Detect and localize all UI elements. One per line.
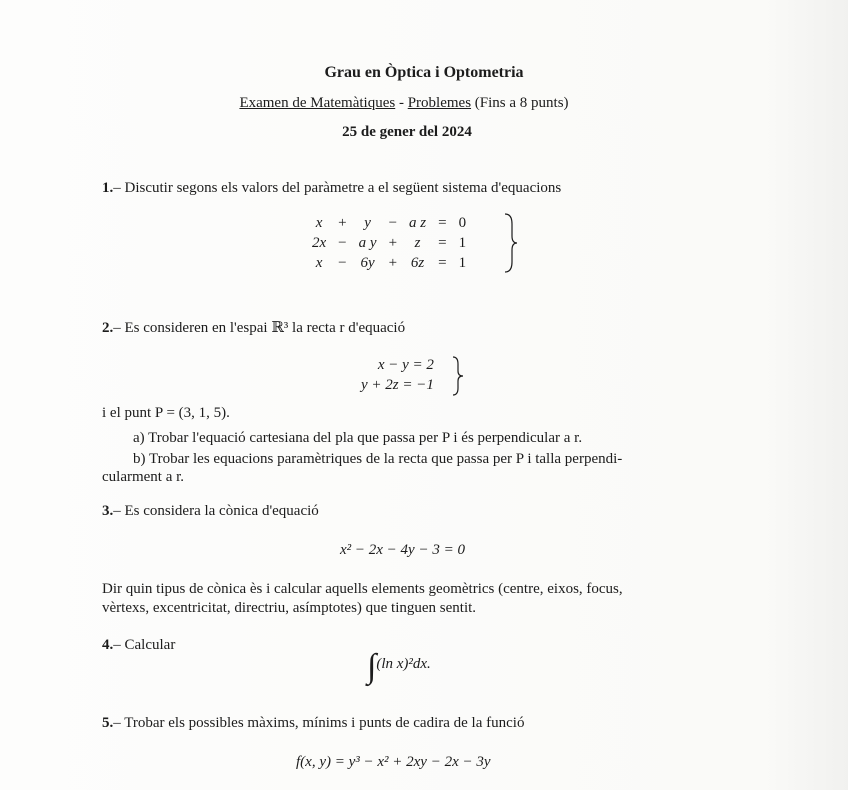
problem-2-part-b: b) Trobar les equacions paramètriques de la recta que passa per P i talla perpendi- bbox=[133, 451, 623, 467]
problem-5-number: 5. bbox=[102, 715, 114, 731]
subtitle-points: (Fins a 8 punts) bbox=[471, 95, 569, 111]
system-cell: a z bbox=[409, 215, 427, 231]
system-cell: y bbox=[364, 215, 371, 231]
problem-5-text: – Trobar els possibles màxims, mínims i punts de cadira de la funció bbox=[113, 715, 525, 731]
function-definition: f(x, y) = y³ − x² + 2xy − 2x − 3y bbox=[296, 754, 491, 770]
problem-4-text: – Calcular bbox=[113, 637, 176, 653]
problem-4-number: 4. bbox=[102, 637, 114, 653]
problem-1-number: 1. bbox=[102, 180, 114, 196]
conic-equation: x² − 2x − 4y − 3 = 0 bbox=[340, 542, 465, 558]
line-equation: x − y = 2 bbox=[377, 357, 434, 373]
system-cell: x bbox=[315, 255, 323, 271]
system-cell: + bbox=[338, 215, 347, 231]
problem-1-system bbox=[306, 213, 472, 273]
line-equation: y + 2z = −1 bbox=[361, 377, 434, 393]
right-brace-icon bbox=[451, 355, 465, 397]
subtitle-section: Problemes bbox=[407, 95, 472, 111]
problem-3-number: 3. bbox=[102, 503, 114, 519]
system-cell: − bbox=[388, 215, 398, 231]
system-cell: − bbox=[338, 235, 347, 251]
integral-sign-icon: ∫ bbox=[367, 648, 377, 685]
problem-3-text: – Es considera la cònica d'equació bbox=[113, 503, 319, 519]
system-cell: 6y bbox=[360, 255, 375, 271]
system-cell: + bbox=[388, 255, 398, 271]
system-row bbox=[306, 253, 472, 273]
exam-title: Grau en Òptica i Optometria bbox=[324, 64, 524, 81]
system-cell: = bbox=[438, 235, 447, 251]
integral-expression bbox=[367, 648, 431, 686]
right-brace-icon bbox=[503, 212, 519, 274]
system-cell: 1 bbox=[458, 255, 467, 271]
problem-2-part-a: a) Trobar l'equació cartesiana del pla que passa per P i és perpendicular a r. bbox=[133, 430, 583, 446]
system-cell: − bbox=[338, 255, 347, 271]
problem-2-text: – Es consideren en l'espai ℝ³ la recta r d'equació bbox=[113, 320, 406, 336]
problem-1-text: – Discutir segons els valors del paràmetre a el següent sistema d'equacions bbox=[113, 180, 562, 196]
problem-4-statement bbox=[102, 637, 175, 654]
system-cell: + bbox=[388, 235, 398, 251]
system-cell: a y bbox=[358, 235, 377, 251]
system-cell: 0 bbox=[458, 215, 467, 231]
subtitle-exam-name: Examen de Matemàtiques bbox=[239, 95, 396, 111]
problem-2-statement bbox=[102, 318, 405, 337]
problem-2-part-b-continued: cularment a r. bbox=[102, 469, 185, 485]
problem-2-number: 2. bbox=[102, 320, 114, 336]
system-cell: = bbox=[438, 215, 447, 231]
system-cell: 1 bbox=[458, 235, 467, 251]
system-cell: x bbox=[315, 215, 323, 231]
problem-2-system bbox=[361, 355, 434, 395]
problem-5-statement bbox=[102, 715, 524, 732]
subtitle-separator: - bbox=[395, 95, 408, 111]
exam-date: 25 de gener del 2024 bbox=[342, 124, 472, 140]
problem-2-point: i el punt P = (3, 1, 5). bbox=[102, 405, 230, 421]
system-cell: 2x bbox=[312, 235, 327, 251]
problem-3-line-1: Dir quin tipus de cònica ès i calcular aquells elements geomètrics (centre, eixos, focus, bbox=[102, 581, 623, 597]
equation-system-table bbox=[306, 213, 472, 273]
problem-1-statement bbox=[102, 180, 561, 197]
exam-subtitle bbox=[0, 95, 808, 112]
system-row bbox=[306, 213, 472, 233]
system-cell: 6z bbox=[410, 255, 425, 271]
system-cell: = bbox=[438, 255, 447, 271]
integrand: (ln x)²dx. bbox=[376, 656, 431, 672]
system-row bbox=[306, 233, 472, 253]
problem-3-statement bbox=[102, 503, 319, 520]
problem-3-line-2: vèrtexs, excentricitat, directriu, asímptotes) que tinguen sentit. bbox=[102, 600, 477, 616]
system-cell: z bbox=[414, 235, 421, 251]
